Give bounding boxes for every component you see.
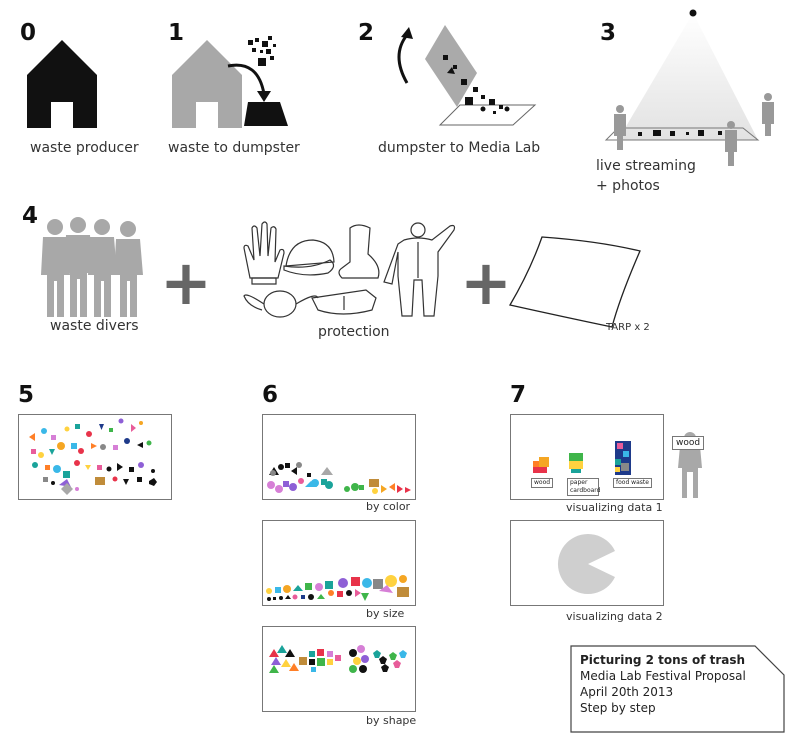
tag-food-waste: food waste [613, 478, 652, 488]
protection-caption: protection [318, 324, 390, 340]
by-size-caption: by size [366, 607, 405, 620]
plus-symbol-1: + [160, 246, 212, 319]
size-sorted-shapes [263, 521, 417, 607]
person-sign: wood [672, 436, 704, 450]
protection-gear-illustration [238, 218, 463, 323]
project-note-card [570, 645, 785, 733]
person-with-sign [670, 432, 710, 502]
step-3-caption-line2: + photos [596, 178, 660, 194]
by-color-caption: by color [366, 500, 411, 513]
step-2-number: 2 [358, 20, 375, 46]
visualizing-data-2-panel [510, 520, 664, 606]
tag-wood: wood [531, 478, 553, 488]
step-6-number: 6 [262, 382, 279, 408]
step-3-number: 3 [600, 20, 617, 46]
sorted-by-color-panel [262, 414, 416, 500]
note-line-2: April 20th 2013 [580, 685, 674, 699]
plus-symbol-2: + [460, 246, 512, 319]
step-2-caption: dumpster to Media Lab [378, 140, 541, 156]
dumpster-to-lab-illustration [385, 25, 545, 130]
house-icon [27, 40, 97, 128]
visualizing-data-2-caption: visualizing data 2 [566, 610, 663, 623]
tag-paper-cardboard: paper cardboard [567, 478, 599, 496]
step-0-caption: waste producer [30, 140, 139, 156]
step-5-number: 5 [18, 382, 35, 408]
step-1-caption: waste to dumpster [168, 140, 300, 156]
dumpster-icon [240, 36, 290, 128]
step-1-number: 1 [168, 20, 185, 46]
waste-divers-silhouettes-icon [40, 215, 150, 317]
visualizing-data-1-caption: visualizing data 1 [566, 501, 663, 514]
by-shape-caption: by shape [366, 714, 417, 727]
step-4-number: 4 [22, 203, 39, 229]
step-7-number: 7 [510, 382, 527, 408]
scattered-trash-shapes [19, 415, 173, 501]
tarp-label: TARP x 2 [606, 322, 650, 333]
scattered-trash-panel [18, 414, 172, 500]
note-line-3: Step by step [580, 701, 656, 715]
sorted-by-size-panel [262, 520, 416, 606]
visualizing-data-1-panel [510, 414, 664, 500]
sorted-by-shape-panel [262, 626, 416, 712]
color-sorted-shapes [263, 415, 417, 501]
step-3-caption-line1: live streaming [596, 158, 696, 174]
pie-pacman-icon [511, 521, 665, 607]
tarp-illustration [508, 235, 643, 330]
house-gray-icon [172, 40, 242, 128]
camera-streaming-illustration [598, 8, 788, 170]
note-title: Picturing 2 tons of trash [580, 653, 746, 667]
step-0-number: 0 [20, 20, 37, 46]
note-line-1: Media Lab Festival Proposal [580, 669, 746, 683]
step-4-caption: waste divers [50, 318, 139, 334]
shape-sorted-shapes [263, 627, 417, 713]
